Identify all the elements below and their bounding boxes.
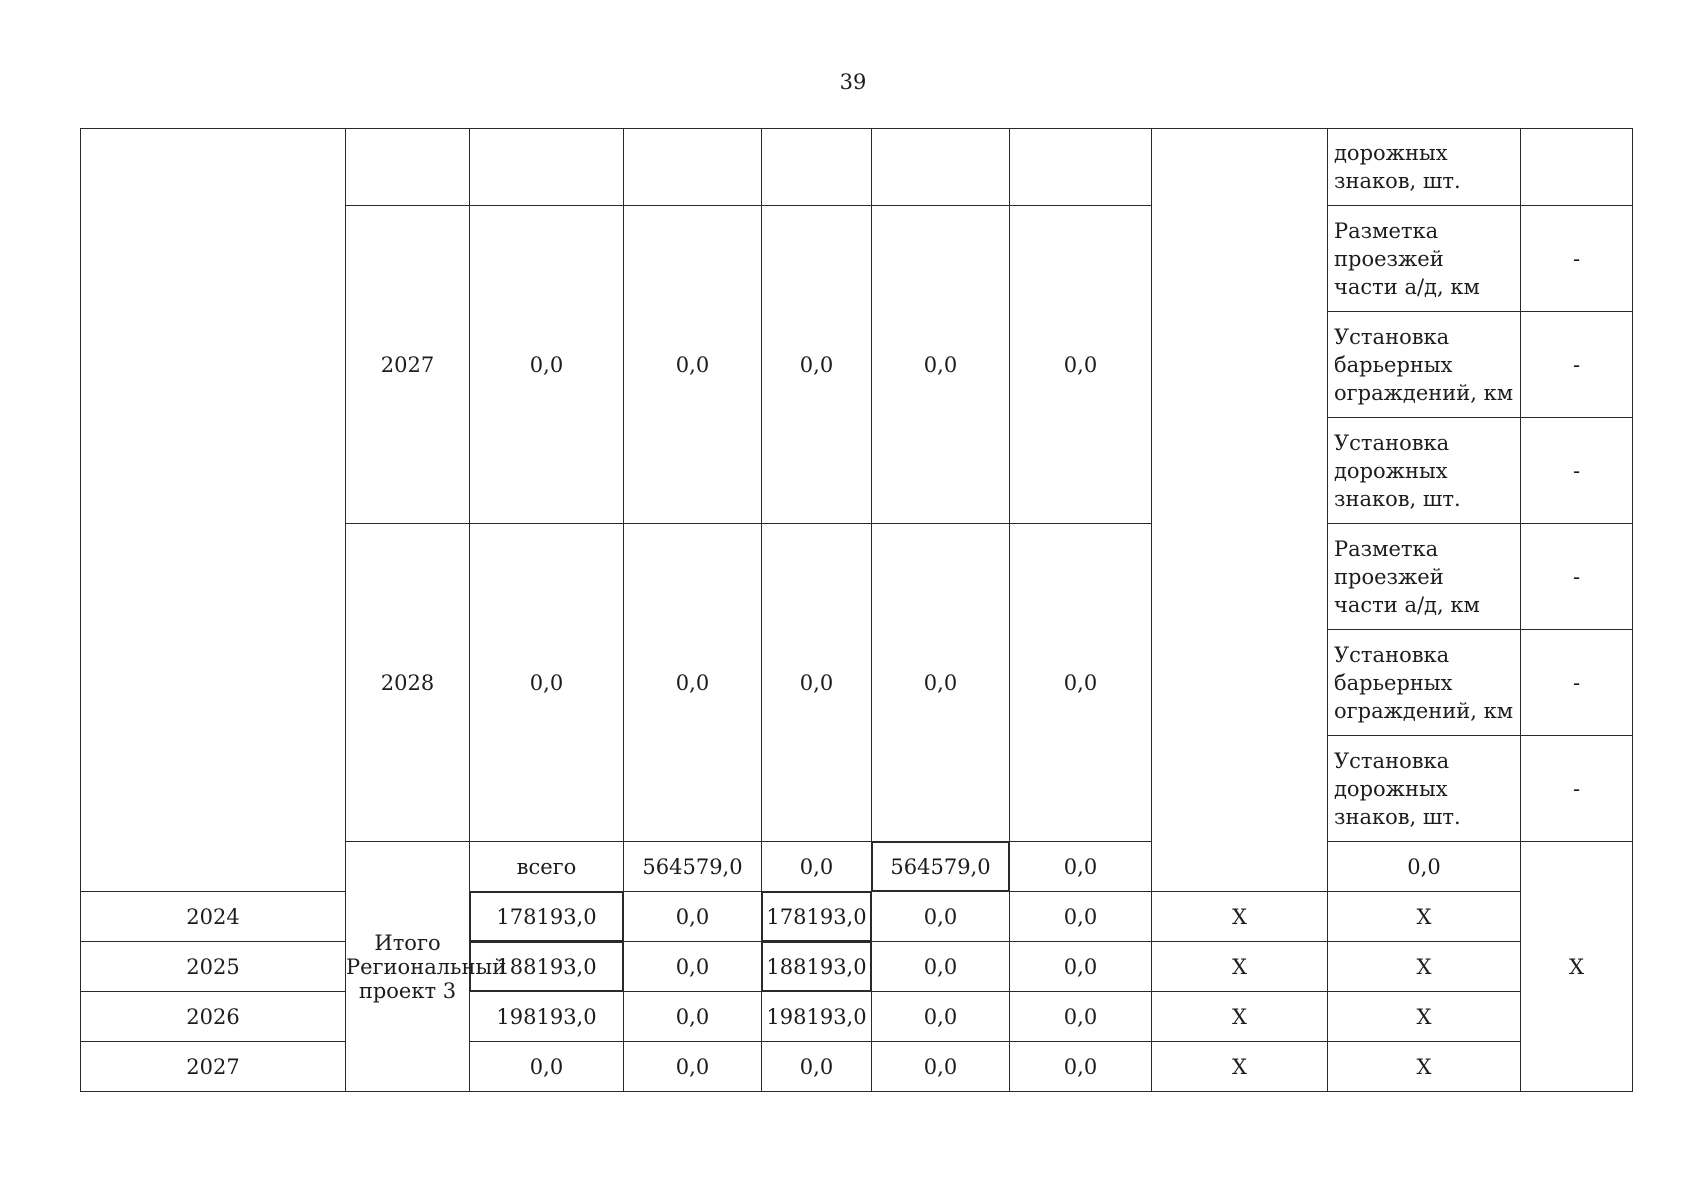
year-cell: 2024 bbox=[81, 892, 346, 942]
mark-cell: X bbox=[1152, 942, 1328, 992]
totals-row bbox=[81, 992, 1633, 1042]
indicator-value: - bbox=[1521, 736, 1633, 842]
indicator-value: - bbox=[1521, 524, 1633, 630]
value-cell: 0,0 bbox=[1010, 892, 1152, 942]
totals-row bbox=[81, 942, 1633, 992]
indicator-label: Разметка проезжей части а/д, км bbox=[1328, 206, 1521, 312]
indicator-label: Установка барьерных ограждений, км bbox=[1328, 312, 1521, 418]
mark-cell: X bbox=[1152, 1042, 1328, 1092]
empty-cell bbox=[872, 129, 1010, 206]
value-cell: 0,0 bbox=[1328, 842, 1521, 892]
value-cell: 0,0 bbox=[762, 524, 872, 842]
value-cell: 0,0 bbox=[762, 206, 872, 524]
mark-cell: X bbox=[1328, 942, 1521, 992]
value-cell: 0,0 bbox=[762, 842, 872, 892]
year-cell: 2027 bbox=[81, 1042, 346, 1092]
year-cell: 2026 bbox=[81, 992, 346, 1042]
value-cell: 0,0 bbox=[624, 206, 762, 524]
indicator-label: Установка барьерных ограждений, км bbox=[1328, 630, 1521, 736]
value-cell: 564579,0 bbox=[624, 842, 762, 892]
value-cell: 0,0 bbox=[624, 524, 762, 842]
indicator-label: Установка дорожных знаков, шт. bbox=[1328, 418, 1521, 524]
year-cell: 2027 bbox=[346, 206, 470, 524]
value-cell: 0,0 bbox=[470, 524, 624, 842]
value-cell: 0,0 bbox=[1010, 942, 1152, 992]
value-cell: 0,0 bbox=[872, 892, 1010, 942]
value-cell: 0,0 bbox=[624, 992, 762, 1042]
mark-cell: X bbox=[1152, 992, 1328, 1042]
value-cell: 564579,0 bbox=[872, 842, 1010, 892]
value-cell: 188193,0 bbox=[762, 942, 872, 992]
totals-row bbox=[81, 892, 1633, 942]
indicator-label: Разметка проезжей части а/д, км bbox=[1328, 524, 1521, 630]
value-cell: 0,0 bbox=[470, 206, 624, 524]
table-row bbox=[81, 129, 1633, 206]
year-cell: всего bbox=[470, 842, 624, 892]
mark-cell: X bbox=[1152, 892, 1328, 942]
empty-cell bbox=[624, 129, 762, 206]
empty-name-cell bbox=[81, 129, 346, 892]
indicator-value: - bbox=[1521, 312, 1633, 418]
indicator-label: дорожных знаков, шт. bbox=[1328, 129, 1521, 206]
value-cell: 0,0 bbox=[1010, 1042, 1152, 1092]
year-cell: 2025 bbox=[81, 942, 346, 992]
value-cell: 0,0 bbox=[624, 942, 762, 992]
indicator-value: - bbox=[1521, 630, 1633, 736]
value-cell: 0,0 bbox=[1010, 842, 1152, 892]
indicator-value bbox=[1521, 129, 1633, 206]
value-cell: 0,0 bbox=[872, 524, 1010, 842]
value-cell: 0,0 bbox=[624, 1042, 762, 1092]
indicator-value: - bbox=[1521, 206, 1633, 312]
empty-cell bbox=[346, 129, 470, 206]
value-cell: 198193,0 bbox=[470, 992, 624, 1042]
value-cell: 0,0 bbox=[762, 1042, 872, 1092]
value-cell: 0,0 bbox=[1010, 524, 1152, 842]
indicator-value: - bbox=[1521, 418, 1633, 524]
value-cell: 0,0 bbox=[872, 942, 1010, 992]
empty-cell bbox=[762, 129, 872, 206]
value-cell: 0,0 bbox=[1010, 206, 1152, 524]
totals-label: Итого Региональный проект 3 bbox=[346, 842, 470, 1092]
value-cell: 0,0 bbox=[872, 992, 1010, 1042]
merged-mark-cell: X bbox=[1521, 842, 1633, 1092]
indicator-label: Установка дорожных знаков, шт. bbox=[1328, 736, 1521, 842]
empty-merged-cell bbox=[1152, 129, 1328, 892]
value-cell: 0,0 bbox=[470, 1042, 624, 1092]
value-cell: 178193,0 bbox=[762, 892, 872, 942]
mark-cell: X bbox=[1328, 992, 1521, 1042]
year-cell: 2028 bbox=[346, 524, 470, 842]
value-cell: 0,0 bbox=[1010, 992, 1152, 1042]
value-cell: 0,0 bbox=[872, 206, 1010, 524]
empty-cell bbox=[470, 129, 624, 206]
mark-cell: X bbox=[1328, 1042, 1521, 1092]
value-cell: 198193,0 bbox=[762, 992, 872, 1042]
value-cell: 178193,0 bbox=[470, 892, 624, 942]
value-cell: 188193,0 bbox=[470, 942, 624, 992]
value-cell: 0,0 bbox=[624, 892, 762, 942]
empty-cell bbox=[1010, 129, 1152, 206]
page-number: 39 bbox=[839, 70, 867, 94]
value-cell: 0,0 bbox=[872, 1042, 1010, 1092]
budget-table bbox=[80, 128, 1633, 1092]
mark-cell: X bbox=[1328, 892, 1521, 942]
totals-row bbox=[81, 1042, 1633, 1092]
